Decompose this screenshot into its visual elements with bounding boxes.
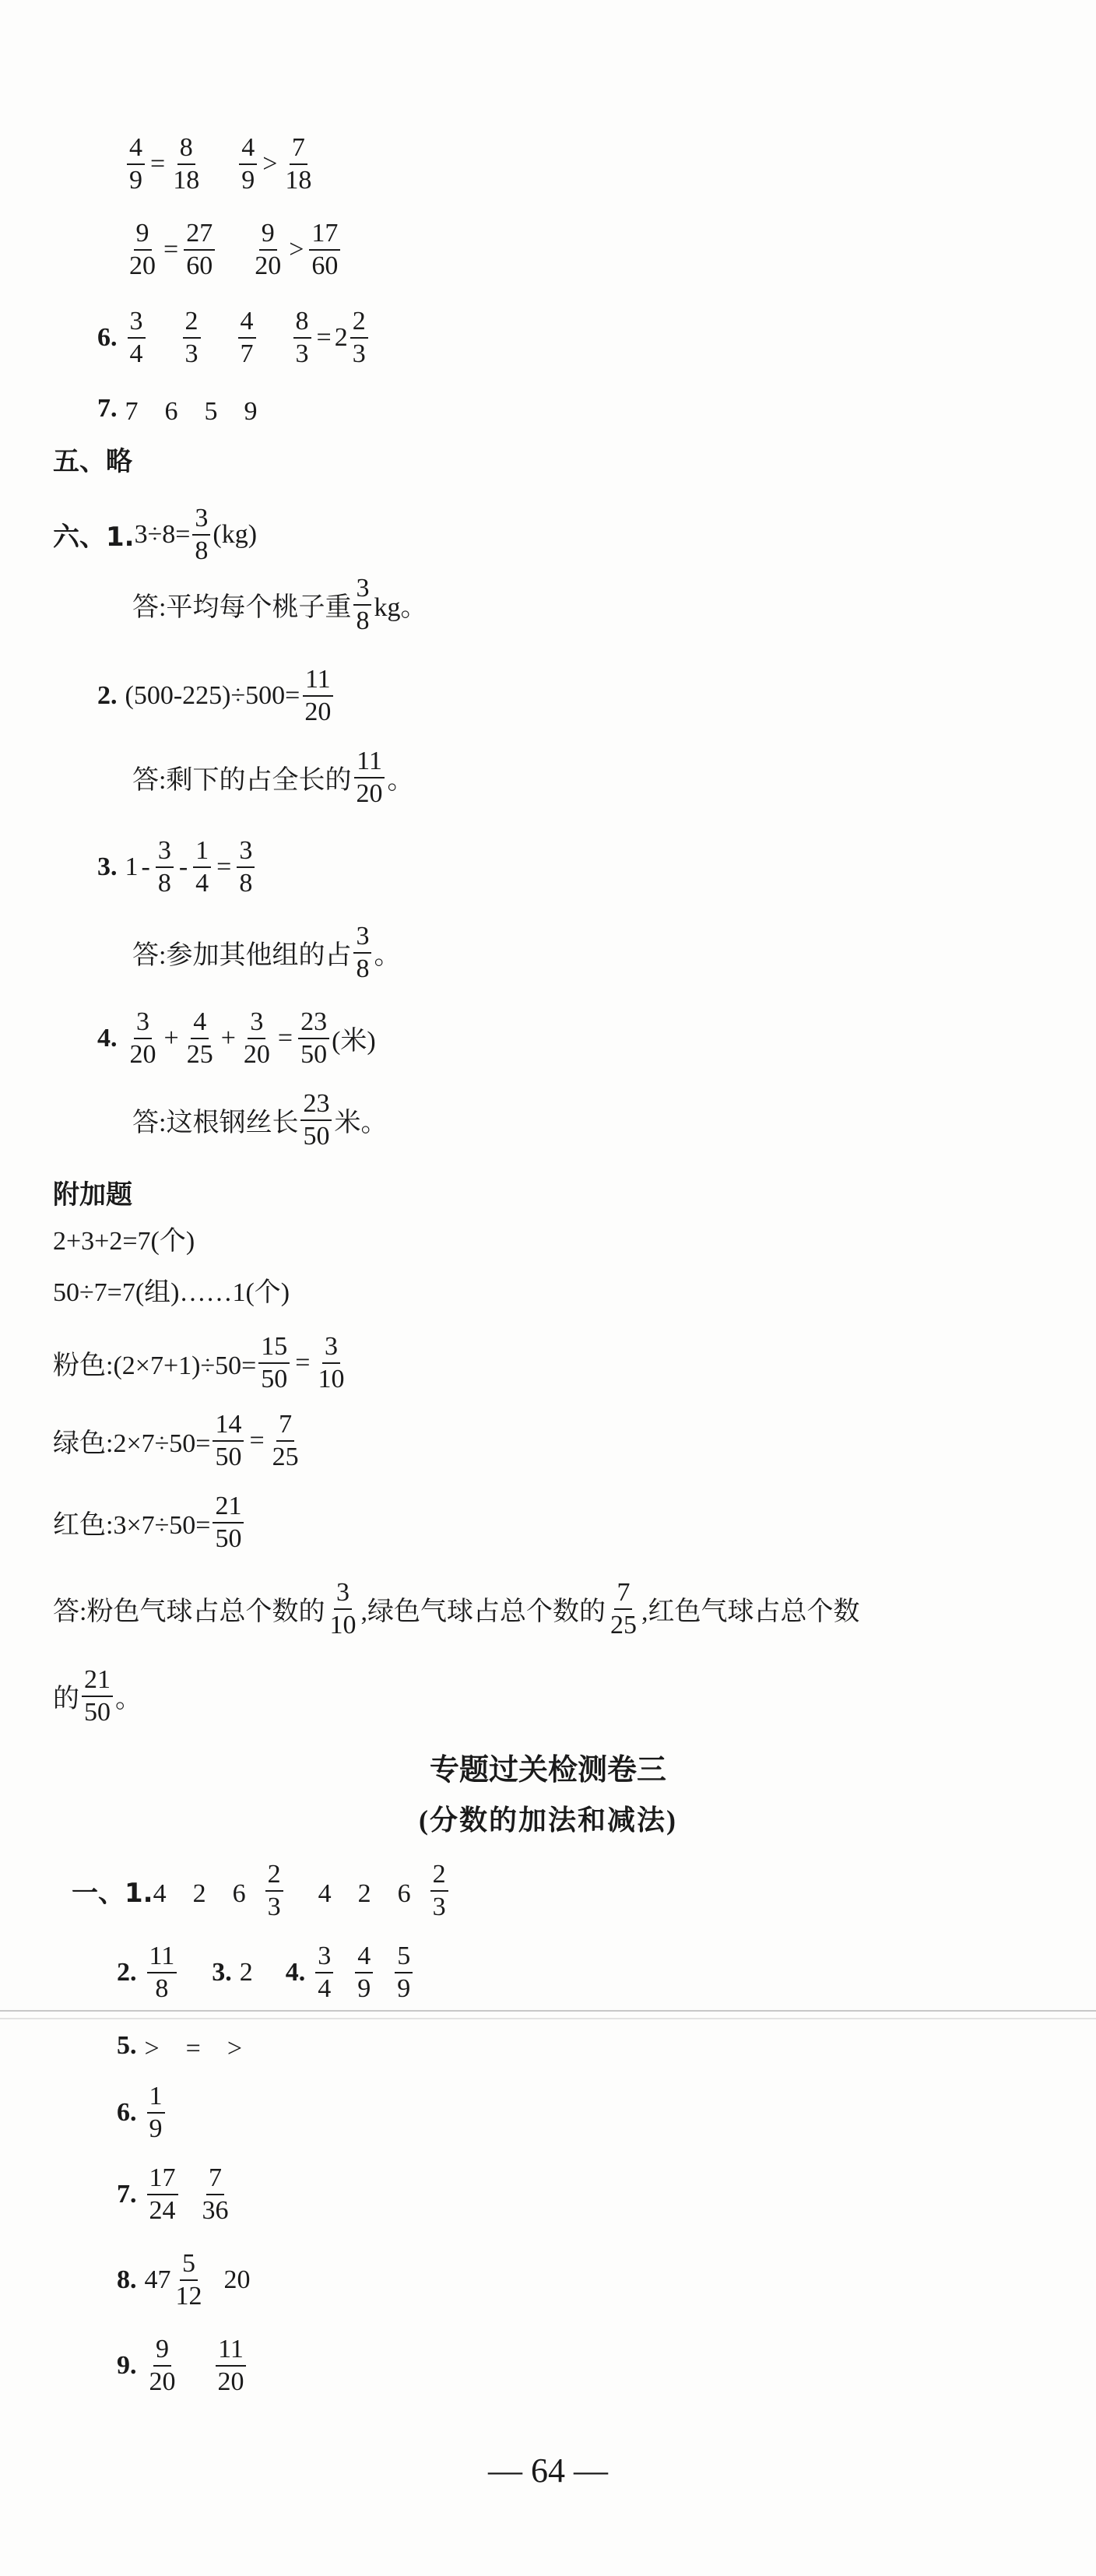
fraction: $\frac{9}{20}$ (129, 219, 156, 280)
extra-answer: 答:粉色气球占总个数的 $\frac{3}{10}$ ,绿色气球占总个数的 $\frac{7}{25}$ ,红色气球占总个数 (53, 1578, 860, 1639)
page-number: — 64 — (488, 2451, 608, 2490)
fraction: $\frac{2}{3}$ (430, 1861, 448, 1921)
fraction: $\frac{4}{25}$ (186, 1007, 213, 1069)
fraction: $\frac{21}{50}$ (213, 1492, 244, 1552)
fraction: $\frac{3}{10}$ (318, 1332, 345, 1393)
fraction: $\frac{3}{8}$ (353, 923, 371, 982)
fraction: $\frac{23}{50}$ (300, 1090, 332, 1150)
compare-row-1: $\frac{4}{9}$ = $\frac{8}{18}$ $\frac{4}{9}$ > $\frac{7}{18}$ (125, 134, 316, 194)
fraction: $\frac{11}{20}$ (216, 2335, 247, 2395)
fraction: $\frac{3}{8}$ (156, 837, 174, 897)
exam3-q7: 7. $\frac{17}{24}$ $\frac{7}{36}$ (117, 2164, 234, 2224)
fraction: $\frac{3}{4}$ (128, 308, 146, 367)
fraction: $\frac{11}{20}$ (353, 747, 385, 807)
sec6-q1: 六、1. 3÷8= $\frac{3}{8}$ (kg) (53, 504, 258, 565)
fraction: $\frac{15}{50}$ (258, 1333, 290, 1393)
sec6-q2: 2. (500-225)÷500= $\frac{11}{20}$ (97, 666, 335, 726)
fraction: $\frac{9}{20}$ (149, 2335, 176, 2396)
fraction: $\frac{5}{9}$ (395, 1942, 413, 2002)
fraction: $\frac{4}{9}$ (239, 134, 257, 194)
extra-red: 红色:3×7÷50= $\frac{21}{50}$ (53, 1492, 246, 1552)
extra-green: 绿色:2×7÷50= $\frac{14}{50}$ = $\frac{7}{25}$ (53, 1411, 304, 1471)
scan-divider-line (0, 2018, 1096, 2019)
fraction: $\frac{2}{3}$ (183, 308, 201, 367)
fraction: $\frac{3}{8}$ (192, 504, 210, 564)
fraction: $\frac{3}{8}$ (237, 837, 255, 897)
fraction: $\frac{9}{20}$ (255, 219, 282, 280)
sec6-q4: 4. $\frac{3}{20}$ + $\frac{4}{25}$ + $\frac{3}{20}$ = $\frac{23}{50}$ (米) (97, 1007, 376, 1069)
fraction: $\frac{23}{50}$ (298, 1008, 329, 1068)
fraction: $\frac{7}{18}$ (285, 133, 312, 195)
fraction: $\frac{3}{8}$ (353, 575, 371, 634)
sec6-a3: 答:参加其他组的占 $\frac{3}{8}$ 。 (132, 922, 401, 983)
fraction: $\frac{21}{50}$ (82, 1666, 113, 1726)
extra-line-1: 2+3+2=7(个) (53, 1227, 195, 1256)
fraction: $\frac{4}{9}$ (355, 1942, 373, 2002)
exam-title: 专题过关检测卷三 (429, 1752, 666, 1787)
extra-answer-cont: 的 $\frac{21}{50}$ 。 (53, 1665, 142, 1727)
compare-row-2: $\frac{9}{20}$ = $\frac{27}{60}$ $\frac{9}{20}$ > $\frac{17}{60}$ (125, 220, 342, 279)
exam3-q1: 一、1. 4 2 6 $\frac{2}{3}$ 4 2 6 $\frac{2}{3}$ (72, 1861, 451, 1921)
exam3-q9: 9. $\frac{9}{20}$ $\frac{11}{20}$ (117, 2335, 249, 2395)
fraction: $\frac{3}{20}$ (129, 1007, 156, 1069)
sec6-q3: 3. 1 - $\frac{3}{8}$ - $\frac{1}{4}$ = $\frac{3}{8}$ (97, 837, 257, 897)
fraction: $\frac{7}{25}$ (609, 1578, 637, 1639)
sec6-a2: 答:剩下的占全长的 $\frac{11}{20}$ 。 (132, 747, 414, 808)
exam3-q6: 6. $\frac{1}{9}$ (117, 2082, 167, 2142)
fraction: $\frac{3}{10}$ (329, 1578, 357, 1639)
answer-6: 6. $\frac{3}{4}$ $\frac{2}{3}$ $\frac{4}{7}$ $\frac{8}{3}$ = 2 $\frac{2}{3}$ (97, 308, 371, 367)
exam-subtitle: (分数的加法和减法) (419, 1805, 677, 1836)
fraction: $\frac{3}{4}$ (315, 1942, 333, 2002)
section-5: 五、略 (53, 446, 132, 477)
sec6-a4: 答:这根钢丝长 $\frac{23}{50}$ 米。 (132, 1089, 388, 1151)
exam3-q2-4: 2. $\frac{11}{8}$ 3. 2 4. $\frac{3}{4}$ $\frac{4}{9}$ $\frac{5}{9}$ (117, 1942, 415, 2002)
fraction: $\frac{11}{8}$ (147, 1942, 177, 2002)
exam3-q5: 5. > = > (117, 2030, 243, 2063)
fraction: $\frac{2}{3}$ (350, 308, 368, 367)
sec6-a1: 答:平均每个桃子重 $\frac{3}{8}$ kg。 (132, 574, 427, 635)
exam3-q8: 8. 47 $\frac{5}{12}$ 20 (117, 2249, 251, 2311)
fraction: $\frac{5}{12}$ (175, 2249, 202, 2311)
fraction: $\frac{27}{60}$ (184, 220, 215, 279)
fraction: $\frac{1}{9}$ (147, 2082, 165, 2142)
fraction: $\frac{17}{24}$ (147, 2164, 178, 2224)
fraction: $\frac{1}{4}$ (193, 837, 211, 897)
fraction: $\frac{17}{60}$ (309, 220, 340, 279)
fraction: $\frac{14}{50}$ (213, 1411, 244, 1471)
answer-7: 7. 7 6 5 9 (97, 393, 258, 426)
fraction: $\frac{8}{3}$ (293, 308, 311, 367)
fraction: $\frac{4}{9}$ (127, 134, 145, 194)
fraction: $\frac{7}{36}$ (202, 2163, 229, 2225)
extra-line-2: 50÷7=7(组)……1(个) (53, 1278, 290, 1307)
fraction: $\frac{8}{18}$ (173, 133, 200, 195)
fraction: $\frac{3}{20}$ (243, 1007, 270, 1069)
extra-pink: 粉色:(2×7+1)÷50= $\frac{15}{50}$ = $\frac{3}{10}$ (53, 1333, 349, 1393)
fraction: $\frac{7}{25}$ (272, 1410, 299, 1471)
extra-title: 附加题 (53, 1179, 132, 1211)
fraction: $\frac{2}{3}$ (265, 1861, 283, 1921)
fraction: $\frac{4}{7}$ (238, 308, 256, 367)
fraction: $\frac{11}{20}$ (302, 666, 333, 726)
scan-divider-line (0, 2010, 1096, 2012)
